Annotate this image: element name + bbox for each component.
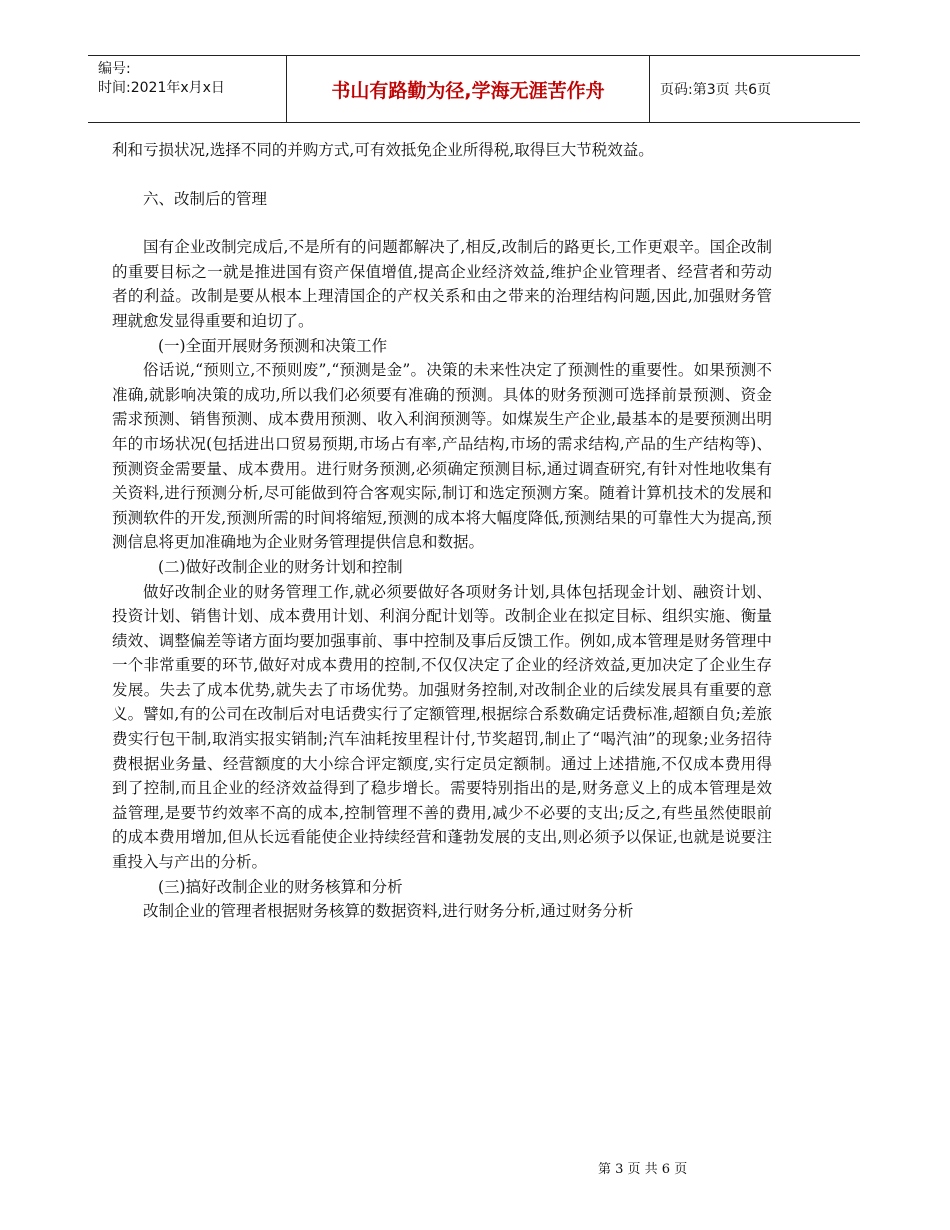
subsection-heading-2: (二)做好改制企业的财务计划和控制	[158, 557, 403, 576]
paragraph-plan-control: 做好改制企业的财务管理工作,就必须要做好各项财务计划,具体包括现金计划、融资计划、投资计划、销售计划、成本费用计划、利润分配计划等。改制企业在拟定目标、组织实施、衡量绩效、调整偏差等诸方面均要加强事前、事中控制及事后反馈工作。例如,成本管理是财务管理中一个非常重要的环节,做好对成本费用的控制,不仅仅决定了企业的经济效益,更加决定了企业生存发展。失去了成本优势,就失去了市场优势。加强财务控制,对改制企业的后续发展具有重要的意义。譬如,有的公司在改制后对电话费实行了定额管理,根据综合系数确定话费标准,超额自负;差旅费实行包干制,取消实报实销制;汽车油耗按里程计付,节奖超罚,制止了“喝汽油”的现象;业务招待费根据业务量、经营额度的大小综合评定额度,实行定员定额制。通过上述措施,不仅成本费用得到了控制,而且企业的经济效益得到了稳步增长。需要特别指出的是,财务意义上的成本管理是效益管理,是要节约效率不高的成本,控制管理不善的费用,减少不必要的支出;反之,有些虽然使眼前的成本费用增加,但从长远看能使企业持续经营和蓬勃发展的支出,则必须予以保证,也就是说要注重投入与产出的分析。	[112, 582, 772, 872]
page-footer: 第 3 页 共 6 页	[598, 1162, 688, 1177]
paragraph-intro: 国有企业改制完成后,不是所有的问题都解决了,相反,改制后的路更长,工作更艰辛。国企改制的重要目标之一就是推进国有资产保值增值,提高企业经济效益,维护企业管理者、经营者和劳动者的利益。改制是要从根本上理清国企的产权关系和由之带来的治理结构问题,因此,加强财务管理就愈发显得重要和迫切了。	[112, 238, 772, 330]
document-body	[112, 138, 772, 924]
subsection-heading-1: (一)全面开展财务预测和决策工作	[158, 336, 388, 355]
header-meta	[88, 56, 286, 122]
section-heading-6: 六、改制后的管理	[143, 189, 268, 208]
document-id-label: 编号:	[98, 61, 131, 77]
paragraph-forecast: 俗话说,“预则立,不预则废”,“预测是金”。决策的未来性决定了预测性的重要性。如果预测不准确,就影响决策的成功,所以我们必须要有准确的预测。具体的财务预测可选择前景预测、资金需求预测、销售预测、成本费用预测、收入利润预测等。如煤炭生产企业,最基本的是要预测出明年的市场状况(包括进出口贸易预期,市场占有率,产品结构,市场的需求结构,产品的生产结构等)、预测资金需要量、成本费用。进行财务预测,必须确定预测目标,通过调查研究,有针对性地收集有关资料,进行预测分析,尽可能做到符合客观实际,制订和选定预测方案。随着计算机技术的发展和预测软件的开发,预测所需的时间将缩短,预测的成本将大幅度降低,预测结果的可靠性大为提高,预测信息将更加准确地为企业财务管理提供信息和数据。	[112, 361, 772, 552]
document-time-label: 时间:2021年x月x日	[98, 80, 225, 96]
page-header	[88, 55, 860, 123]
header-page-number: 页码:第3页 共6页	[660, 82, 771, 98]
paragraph-accounting: 改制企业的管理者根据财务核算的数据资料,进行财务分析,通过财务分析	[143, 902, 634, 921]
header-motto: 书山有路勤为径,学海无涯苦作舟	[286, 56, 650, 122]
paragraph-continuation: 利和亏损状况,选择不同的并购方式,可有效抵免企业所得税,取得巨大节税效益。	[112, 141, 654, 159]
subsection-heading-3: (三)搞好改制企业的财务核算和分析	[158, 877, 403, 896]
